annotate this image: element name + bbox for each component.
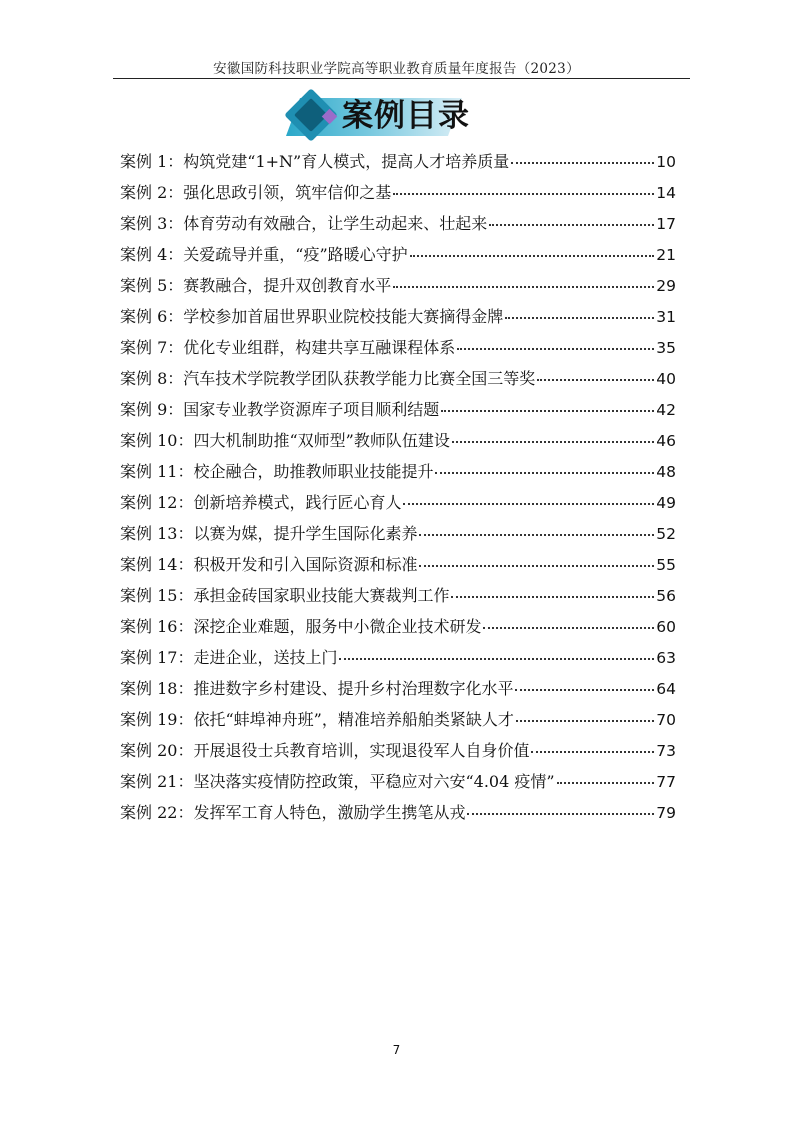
toc-entry[interactable] [120,704,676,735]
toc-dot-leader [505,317,654,319]
toc-entry[interactable] [120,332,676,363]
toc-entry-label: 案例 2： [120,183,184,202]
toc-page-number: 21 [656,246,676,264]
toc-page-number: 17 [656,215,676,233]
toc-entry-title: 坚决落实疫情防控政策，平稳应对六安“4.04 疫情” [193,772,555,791]
toc-entry-label: 案例 4： [120,245,184,264]
toc-dot-leader [516,720,654,722]
toc-entry[interactable] [120,487,676,518]
toc-entry-title: 赛教融合，提升双创教育水平 [183,276,392,295]
toc-entry[interactable] [120,239,676,270]
toc-entry-label: 案例 21： [120,772,194,791]
toc-entry-label: 案例 11： [120,462,194,481]
toc-entry[interactable] [120,735,676,766]
toc-entry[interactable] [120,456,676,487]
toc-entry-title: 汽车技术学院教学团队获教学能力比赛全国三等奖 [183,369,536,388]
toc-page-number: 63 [656,649,676,667]
toc-entry-title: 学校参加首届世界职业院校技能大赛摘得金牌 [183,307,504,326]
toc-entry-title: 以赛为媒，提升学生国际化素养 [193,524,418,543]
toc-entry[interactable] [120,146,676,177]
toc-entry-title: 承担金砖国家职业技能大赛裁判工作 [193,586,450,605]
toc-entry-title: 推进数字乡村建设、提升乡村治理数字化水平 [193,679,514,698]
toc-entry-label: 案例 8： [120,369,184,388]
toc-entry-label: 案例 18： [120,679,194,698]
toc-page-number: 14 [656,184,676,202]
toc-dot-leader [489,224,654,226]
toc-page-number: 64 [656,680,676,698]
toc-entry-label: 案例 10： [120,431,194,450]
toc-dot-leader [393,193,654,195]
toc-entry-title: 开展退役士兵教育培训，实现退役军人自身价值 [193,741,530,760]
toc-page-number: 70 [656,711,676,729]
table-of-contents [120,146,676,828]
toc-entry-title: 创新培养模式，践行匠心育人 [193,493,402,512]
toc-entry-label: 案例 3： [120,214,184,233]
toc-page-number: 60 [656,618,676,636]
toc-entry[interactable] [120,301,676,332]
toc-dot-leader [511,162,654,164]
toc-page-number: 49 [656,494,676,512]
toc-entry[interactable] [120,673,676,704]
toc-dot-leader [467,813,654,815]
toc-entry-title: 优化专业组群，构建共享互融课程体系 [183,338,456,357]
toc-page-number: 77 [656,773,676,791]
toc-entry-title: 国家专业教学资源库子项目顺利结题 [183,400,440,419]
toc-dot-leader [435,472,654,474]
toc-entry[interactable] [120,363,676,394]
toc-entry-title: 四大机制助推“双师型”教师队伍建设 [193,431,450,450]
toc-dot-leader [419,565,654,567]
toc-entry-title: 强化思政引领，筑牢信仰之基 [183,183,392,202]
toc-entry-title: 走进企业，送技上门 [193,648,338,667]
toc-dot-leader [457,348,654,350]
toc-entry[interactable] [120,208,676,239]
toc-page-number: 46 [656,432,676,450]
toc-entry-label: 案例 16： [120,617,194,636]
toc-page-number: 55 [656,556,676,574]
toc-page-number: 48 [656,463,676,481]
toc-entry-label: 案例 12： [120,493,194,512]
toc-entry[interactable] [120,177,676,208]
toc-entry-label: 案例 20： [120,741,194,760]
toc-dot-leader [339,658,654,660]
toc-entry-title: 体育劳动有效融合，让学生动起来、壮起来 [183,214,488,233]
toc-entry[interactable] [120,642,676,673]
toc-entry-label: 案例 17： [120,648,194,667]
toc-entry-title: 积极开发和引入国际资源和标准 [193,555,418,574]
toc-page-number: 31 [656,308,676,326]
toc-entry-label: 案例 19： [120,710,194,729]
toc-entry-label: 案例 14： [120,555,194,574]
page-title: 案例目录 [342,98,470,134]
header-rule [113,78,690,79]
toc-dot-leader [393,286,654,288]
toc-entry[interactable] [120,394,676,425]
running-header: 安徽国防科技职业学院高等职业教育质量年度报告（2023） [213,61,580,77]
toc-page-number: 10 [656,153,676,171]
toc-page-number: 56 [656,587,676,605]
toc-entry-title: 依托“蚌埠神舟班”，精准培养船舶类紧缺人才 [193,710,514,729]
toc-page-number: 73 [656,742,676,760]
toc-entry-label: 案例 7： [120,338,184,357]
toc-page-number: 79 [656,804,676,822]
toc-dot-leader [451,596,654,598]
toc-entry[interactable] [120,766,676,797]
toc-dot-leader [537,379,654,381]
toc-entry-title: 深挖企业难题，服务中小微企业技术研发 [193,617,482,636]
toc-dot-leader [441,410,654,412]
toc-entry[interactable] [120,425,676,456]
toc-entry[interactable] [120,797,676,828]
toc-page-number: 40 [656,370,676,388]
toc-dot-leader [515,689,654,691]
toc-entry[interactable] [120,549,676,580]
toc-dot-leader [531,751,654,753]
toc-entry-title: 关爱疏导并重，“疫”路暖心守护 [183,245,408,264]
toc-entry-title: 校企融合，助推教师职业技能提升 [193,462,434,481]
toc-entry[interactable] [120,518,676,549]
toc-entry[interactable] [120,580,676,611]
toc-entry[interactable] [120,611,676,642]
toc-page-number: 52 [656,525,676,543]
toc-entry-label: 案例 13： [120,524,194,543]
toc-entry-title: 构筑党建“1+N”育人模式，提高人才培养质量 [183,152,510,171]
toc-entry-label: 案例 6： [120,307,184,326]
toc-dot-leader [403,503,654,505]
toc-dot-leader [419,534,654,536]
page-number: 7 [392,1043,401,1057]
toc-entry-label: 案例 1： [120,152,184,171]
toc-page-number: 35 [656,339,676,357]
toc-entry[interactable] [120,270,676,301]
toc-entry-label: 案例 15： [120,586,194,605]
toc-page-number: 42 [656,401,676,419]
toc-dot-leader [452,441,654,443]
section-title-banner [282,92,472,142]
toc-entry-label: 案例 22： [120,803,194,822]
toc-dot-leader [557,782,655,784]
toc-entry-title: 发挥军工育人特色，激励学生携笔从戎 [193,803,466,822]
toc-dot-leader [483,627,654,629]
toc-page-number: 29 [656,277,676,295]
toc-entry-label: 案例 9： [120,400,184,419]
toc-dot-leader [410,255,655,257]
toc-entry-label: 案例 5： [120,276,184,295]
